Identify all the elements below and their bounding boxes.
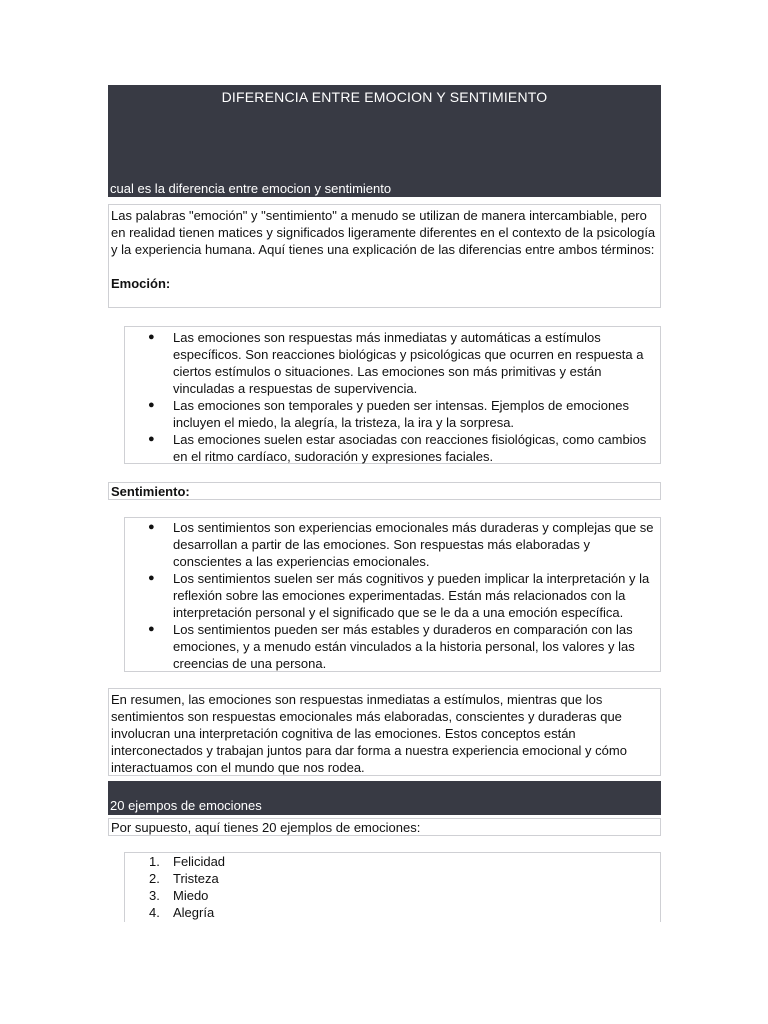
sentimiento-heading-box xyxy=(108,482,661,500)
list-item: ● Las emociones son respuestas más inmediatas y automáticas a estímulos específicos. Son reacciones biológicas y psicológicas que ocurren en respuesta a ciertos estímulos o situaciones. Las emociones son más primitivas y están vinculadas a respuestas de supervivencia. xyxy=(148,330,644,396)
bullet-marker: ● xyxy=(148,331,155,343)
page-title: DIFERENCIA ENTRE EMOCION Y SENTIMIENTO xyxy=(221,89,548,105)
sentimiento-list xyxy=(127,519,658,672)
summary-box xyxy=(108,688,661,776)
list-number: 4. xyxy=(149,905,160,920)
list-item: 1. Felicidad xyxy=(149,854,226,869)
emocion-list-box xyxy=(124,326,661,464)
list-item: 3. Miedo xyxy=(149,888,209,903)
intro-box xyxy=(108,204,661,308)
sentimiento-heading: Sentimiento: xyxy=(111,484,190,499)
examples-list-box xyxy=(124,852,661,922)
bullet-marker: ● xyxy=(148,572,155,584)
list-item: ● Las emociones suelen estar asociadas con reacciones fisiológicas, como cambios en el ritmo cardíaco, sudoración y expresiones faciales. xyxy=(148,432,647,464)
emocion-list xyxy=(127,329,658,465)
list-item: ● Los sentimientos pueden ser más estables y duraderos en comparación con las emociones, y a menudo están vinculados a la historia personal, los valores y las creencias de una persona. xyxy=(148,622,635,671)
list-item: ● Las emociones son temporales y pueden ser intensas. Ejemplos de emociones incluyen el miedo, la alegría, la tristeza, la ira y la sorpresa. xyxy=(148,398,629,430)
examples-intro: Por supuesto, aquí tienes 20 ejemplos de emociones: xyxy=(111,820,421,835)
list-item: ● Los sentimientos son experiencias emocionales más duraderas y complejas que se desarrollan a partir de las emociones. Son respuestas más elaboradas y conscientes a las experiencias emocionales. xyxy=(148,520,654,569)
emocion-heading: Emoción: xyxy=(111,276,171,291)
page-subtitle: cual es la diferencia entre emocion y sentimiento xyxy=(110,181,392,196)
list-item: ● Los sentimientos suelen ser más cognitivos y pueden implicar la interpretación y la reflexión sobre las emociones experimentadas. Están más relacionados con la interpretación personal y el significado que se le da a una emoción específica. xyxy=(148,571,650,620)
list-item: 2. Tristeza xyxy=(149,871,219,886)
examples-intro-box xyxy=(108,818,661,836)
section-bar xyxy=(108,781,661,815)
document-page xyxy=(108,85,661,922)
sentimiento-list-box xyxy=(124,517,661,672)
intro-text: Las palabras "emoción" y "sentimiento" a menudo se utilizan de manera intercambiable, pero en realidad tienen matices y significados ligeramente diferentes en el contexto de la psicología y la experiencia humana. Aquí tienes una explicación de las diferencias entre ambos términos: xyxy=(111,208,656,257)
bullet-marker: ● xyxy=(148,623,155,635)
list-number: 1. xyxy=(149,854,160,869)
summary-text: En resumen, las emociones son respuestas inmediatas a estímulos, mientras que los sentimientos son respuestas emocionales más elaboradas, conscientes y duraderas que involucran una interpretación cognitiva de las emociones. Estos conceptos están interconectados y trabajan juntos para dar forma a nuestra experiencia emocional y cómo interactuamos con el mundo que nos rodea. xyxy=(111,692,627,775)
section-title: 20 ejempos de emociones xyxy=(110,798,262,813)
list-number: 3. xyxy=(149,888,160,903)
list-number: 2. xyxy=(149,871,160,886)
bullet-marker: ● xyxy=(148,433,155,445)
title-block xyxy=(108,85,661,197)
examples-list xyxy=(127,853,658,921)
list-item: 4. Alegría xyxy=(149,905,215,920)
bullet-marker: ● xyxy=(148,399,155,411)
bullet-marker: ● xyxy=(148,521,155,533)
